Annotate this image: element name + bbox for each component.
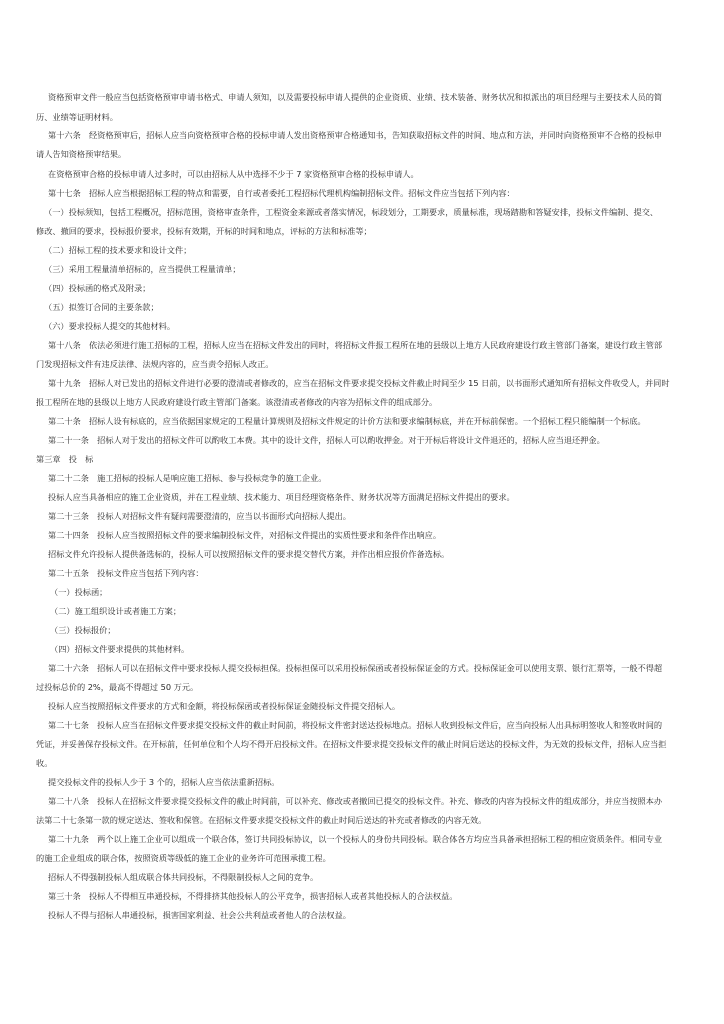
paragraph-line: 第十八条 依法必须进行施工招标的工程，招标人应当在招标文件发出的同时，将招标文件报工程所在地的县级以上地方人民政府建设行政主管部门备案，建设行政主管部: [48, 340, 663, 350]
paragraph-line: 第十六条 经资格预审后，招标人应当向资格预审合格的投标申请人发出资格预审合格通知书，告知获取招标文件的时间、地点和方法，并同时向资格预审不合格的投标申: [48, 130, 663, 140]
list-item: （三）采用工程量清单招标的，应当提供工程量清单；: [44, 264, 241, 274]
list-item: （二）施工组织设计或者施工方案；: [50, 606, 182, 616]
paragraph-line: 第二十四条 投标人应当按照招标文件的要求编制投标文件，对招标文件提出的实质性要求和条件作出响应。: [48, 530, 442, 540]
paragraph-line: 第三十条 投标人不得相互串通投标，不得排挤其他投标人的公平竞争，损害招标人或者其他投标人的合法权益。: [48, 891, 458, 901]
paragraph-line: 提交投标文件的投标人少于 3 个的，招标人应当依法重新招标。: [48, 777, 280, 787]
list-item: （六）要求投标人提交的其他材料。: [44, 321, 176, 331]
paragraph-line: 报工程所在地的县级以上地方人民政府建设行政主管部门备案。该澄清或者修改的内容为招标文件的组成部分。: [36, 397, 438, 407]
paragraph-line: 在资格预审合格的投标申请人过多时，可以由招标人从中选择不少于 7 家资格预审合格的投标申请人。: [48, 169, 419, 179]
paragraph-line: 投标人不得与招标人串通投标，损害国家利益、社会公共利益或者他人的合法权益。: [48, 910, 351, 920]
paragraph-line: 资格预审文件一般应当包括资格预审申请书格式、申请人须知，以及需要投标申请人提供的企业资质、业绩、技术装备、财务状况和拟派出的项目经理与主要技术人员的简: [48, 92, 663, 102]
paragraph-line: 修改、撤回的要求，投标报价要求，投标有效期，开标的时间和地点，评标的方法和标准等；: [36, 226, 372, 236]
paragraph-line: 法第二十七条第一款的规定送达、签收和保管。在招标文件要求提交投标文件的截止时间后送达的补充或者修改的内容无效。: [36, 815, 487, 825]
paragraph-line: 第二十二条 施工招标的投标人是响应施工招标、参与投标竞争的施工企业。: [48, 473, 327, 483]
paragraph-line: 第二十八条 投标人在招标文件要求提交投标文件的截止时间前，可以补充、修改或者撤回已提交的投标文件。补充、修改的内容为投标文件的组成部分，并应当按照本办: [48, 796, 663, 806]
list-item: （三）投标报价；: [50, 625, 116, 635]
paragraph-line: 的施工企业组成的联合体，按照资质等级低的施工企业的业务许可范围承揽工程。: [36, 853, 331, 863]
list-item: （四）招标文件要求提供的其他材料。: [50, 644, 190, 654]
list-item: （四）投标函的格式及附录；: [44, 283, 151, 293]
list-item: （五）拟签订合同的主要条款；: [44, 302, 159, 312]
paragraph-line: 第二十九条 两个以上施工企业可以组成一个联合体，签订共同投标协议，以一个投标人的身份共同投标。联合体各方均应当具备承担招标工程的相应资质条件。相同专业: [48, 834, 663, 844]
paragraph-line: 第二十三条 投标人对招标文件有疑问需要澄清的，应当以书面形式向招标人提出。: [48, 511, 351, 521]
paragraph-line: 招标文件允许投标人提供备选标的，投标人可以按照招标文件的要求提交替代方案，并作出相应报价作备选标。: [48, 549, 450, 559]
list-item: （二）招标工程的技术要求和设计文件；: [44, 245, 192, 255]
list-item: （一）投标须知，包括工程概况，招标范围，资格审查条件，工程资金来源或者落实情况，标段划分，工期要求，质量标准，现场踏勘和答疑安排，投标文件编制、提交、: [44, 207, 659, 217]
paragraph-line: 第十九条 招标人对已发出的招标文件进行必要的澄清或者修改的，应当在招标文件要求提交投标文件截止时间至少 15 日前，以书面形式通知所有招标文件收受人，并同时: [48, 378, 670, 388]
paragraph-line: 第二十五条 投标文件应当包括下列内容：: [48, 568, 204, 578]
paragraph-line: 第二十七条 投标人应当在招标文件要求提交投标文件的截止时间前，将投标文件密封送达投标地点。招标人收到投标文件后，应当向投标人出具标明签收人和签收时间的: [48, 720, 663, 730]
chapter-heading: 第三章 投 标: [36, 454, 94, 464]
paragraph-line: 凭证，并妥善保存投标文件。在开标前，任何单位和个人均不得开启投标文件。在招标文件要求提交投标文件的截止时间后送达的投标文件，为无效的投标文件，招标人应当拒: [36, 739, 667, 749]
paragraph-line: 第十七条 招标人应当根据招标工程的特点和需要，自行或者委托工程招标代理机构编制招标文件。招标文件应当包括下列内容：: [48, 188, 515, 198]
paragraph-line: 过投标总价的 2%，最高不得超过 50 万元。: [36, 682, 199, 692]
paragraph-line: 门发现招标文件有违反法律、法规内容的，应当责令招标人改正。: [36, 359, 274, 369]
paragraph-line: 收。: [36, 758, 53, 768]
paragraph-line: 请人告知资格预审结果。: [36, 149, 127, 159]
paragraph-line: 第二十六条 招标人可以在招标文件中要求投标人提交投标担保。投标担保可以采用投标保函或者投标保证金的方式。投标保证金可以使用支票、银行汇票等，一般不得超: [48, 663, 663, 673]
paragraph-line: 历、业绩等证明材料。: [36, 112, 118, 122]
paragraph-line: 投标人应当按照招标文件要求的方式和金额，将投标保函或者投标保证金随投标文件提交招标人。: [48, 701, 401, 711]
paragraph-line: 第二十一条 招标人对于发出的招标文件可以酌收工本费。其中的设计文件，招标人可以酌收押金。对于开标后将设计文件退还的，招标人应当退还押金。: [48, 435, 605, 445]
list-item: （一）投标函；: [50, 587, 108, 597]
paragraph-line: 第二十条 招标人设有标底的，应当依据国家规定的工程量计算规则及招标文件规定的计价方法和要求编制标底，并在开标前保密。一个招标工程只能编制一个标底。: [48, 416, 646, 426]
paragraph-line: 投标人应当具备相应的施工企业资质，并在工程业绩、技术能力、项目经理资格条件、财务状况等方面满足招标文件提出的要求。: [48, 492, 515, 502]
paragraph-line: 招标人不得强制投标人组成联合体共同投标，不得限制投标人之间的竞争。: [48, 872, 319, 882]
